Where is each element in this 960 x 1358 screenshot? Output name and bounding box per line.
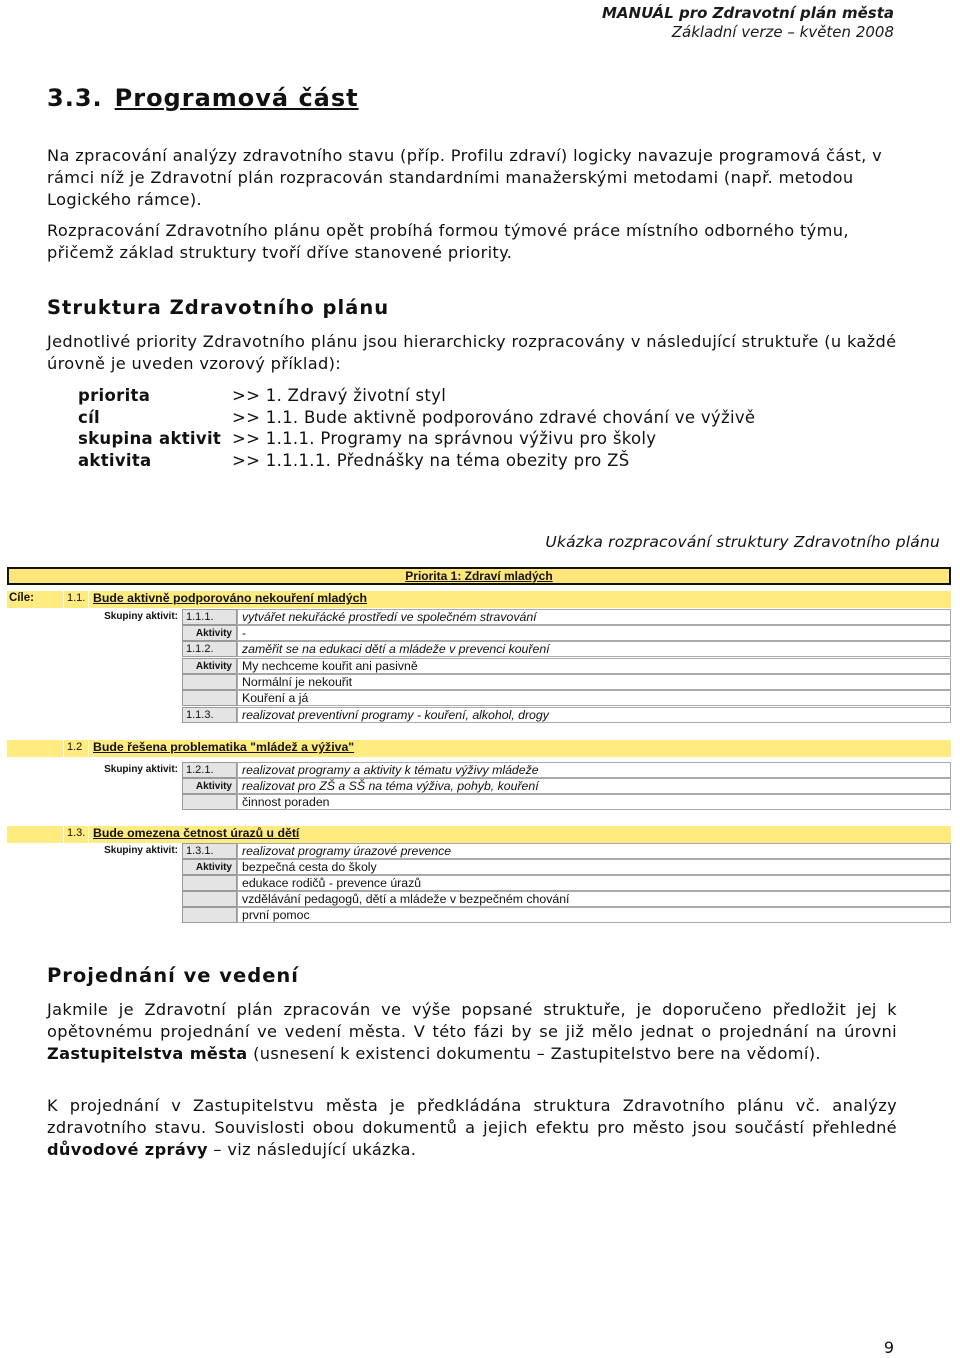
table-caption: Ukázka rozpracování struktury Zdravotního plánu <box>545 533 940 551</box>
level-example: >> 1.1. Bude aktivně podporováno zdravé chování ve výživě <box>232 407 756 427</box>
activity-text: Normální je nekouřit <box>237 674 951 690</box>
review-heading: Projednání ve vedení <box>47 964 299 987</box>
activity-text: edukace rodičů - prevence úrazů <box>237 875 951 891</box>
empty-cell <box>182 674 237 690</box>
intro-paragraph-1: Na zpracování analýzy zdravotního stavu (příp. Profilu zdraví) logicky navazuje programová část, v rámci níž je Zdravotní plán rozpracován standardními manažerskými metodami (např. metodou Logického rámce). <box>47 146 883 209</box>
review-p2-bold: důvodové zprávy <box>47 1140 208 1159</box>
empty-cell <box>182 875 237 891</box>
level-name: cíl <box>78 407 100 427</box>
review-paragraph-1 <box>47 999 897 1065</box>
group-text: realizovat pro ZŠ a SŠ na téma výživa, pohyb, kouření <box>237 778 951 794</box>
activities-label: Aktivity <box>182 658 237 674</box>
section-title <box>47 84 359 112</box>
level-example: >> 1.1.1.1. Přednášky na téma obezity pro ZŠ <box>232 450 630 470</box>
review-p1-text-end: (usnesení k existenci dokumentu – Zastupitelstvo bere na vědomí). <box>247 1044 821 1063</box>
priority-header: Priorita 1: Zdraví mladých <box>7 567 951 585</box>
goal-number: 1.3. <box>64 826 88 843</box>
group-text: zaměřit se na edukaci dětí a mládeže v prevenci kouření <box>237 641 951 657</box>
activity-text: činnost poraden <box>237 794 951 810</box>
intro-paragraph-2: Rozpracování Zdravotního plánu opět probíhá formou týmové práce místního odborného týmu, přičemž základ struktury tvoří dříve stanovené priority. <box>47 221 849 262</box>
groups-label: Skupiny aktivit: <box>104 764 178 775</box>
empty-cell <box>7 740 63 757</box>
group-number: 1.2.1. <box>182 762 237 778</box>
structure-paragraph: Jednotlivé priority Zdravotního plánu jsou hierarchicky rozpracovány v následující struktuře (u každé úrovně je uveden vzorový příklad): <box>47 332 897 373</box>
group-text: realizovat programy úrazové prevence <box>237 843 951 859</box>
level-row <box>78 451 755 473</box>
empty-cell <box>182 690 237 706</box>
empty-cell <box>182 891 237 907</box>
empty-cell <box>7 826 63 843</box>
review-p2-text-end: – viz následující ukázka. <box>207 1140 417 1159</box>
group-number: 1.1.3. <box>182 707 237 723</box>
group-number: 1.1.1. <box>182 609 237 625</box>
review-p1-bold: Zastupitelstva města <box>47 1044 248 1063</box>
activity-text: Kouření a já <box>237 690 951 706</box>
empty-cell <box>182 794 237 810</box>
page-number: 9 <box>883 1338 894 1357</box>
group-number: 1.3.1. <box>182 843 237 859</box>
activity-text: první pomoc <box>237 907 951 923</box>
group-text: vytvářet nekuřácké prostředí ve společném stravování <box>237 609 951 625</box>
header-version: Základní verze – květen 2008 <box>671 23 894 41</box>
section-title-text: Programová část <box>114 84 359 112</box>
goal-text: Bude omezena četnost úrazů u dětí <box>89 826 951 843</box>
activity-text: bezpečná cesta do školy <box>237 859 951 875</box>
groups-label: Skupiny aktivit: <box>104 845 178 856</box>
level-example: >> 1. Zdravý životní styl <box>232 386 447 405</box>
goal-number: 1.2 <box>64 740 88 757</box>
review-paragraph-2 <box>47 1095 897 1161</box>
group-text: realizovat programy a aktivity k tématu výživy mládeže <box>237 762 951 778</box>
level-example: >> 1.1.1. Programy na správnou výživu pro školy <box>232 429 657 448</box>
activity-text: My nechceme kouřit ani pasivně <box>237 658 951 674</box>
header-manual-title: MANUÁL pro Zdravotní plán města <box>601 4 894 22</box>
goal-number: 1.1. <box>64 591 88 608</box>
activities-label: Aktivity <box>182 625 237 641</box>
section-number: 3.3. <box>47 84 103 112</box>
level-row <box>78 408 755 430</box>
level-row <box>78 386 755 408</box>
activities-label: Aktivity <box>182 778 237 794</box>
level-name: skupina aktivit <box>78 429 222 448</box>
goal-text: Bude aktivně podporováno nekouření mladých <box>89 591 951 608</box>
structure-heading: Struktura Zdravotního plánu <box>47 296 390 319</box>
activity-text: vzdělávání pedagogů, dětí a mládeže v bezpečném chování <box>237 891 951 907</box>
review-p2-text: K projednání v Zastupitelstvu města je předkládána struktura Zdravotního plánu vč. analýzy zdravotního stavu. Souvislosti obou dokumentů a jejich efektu pro město jsou součástí přehledné <box>47 1096 897 1137</box>
empty-cell <box>182 907 237 923</box>
goals-label: Cíle: <box>7 591 63 608</box>
level-name: aktivita <box>78 450 152 470</box>
activities-label: Aktivity <box>182 859 237 875</box>
groups-label: Skupiny aktivit: <box>104 611 178 622</box>
group-number: 1.1.2. <box>182 641 237 657</box>
goal-text: Bude řešena problematika "mládež a výživa" <box>89 740 951 757</box>
example-structure-table <box>7 567 952 927</box>
activity-text: - <box>237 625 951 641</box>
group-text: realizovat preventivní programy - kouření, alkohol, drogy <box>237 707 951 723</box>
level-row <box>78 429 755 451</box>
review-p1-text: Jakmile je Zdravotní plán zpracován ve výše popsané struktuře, je doporučeno předložit jej k opětovnému projednání ve vedení města. V této fázi by se již mělo jednat o projednání na úrovni <box>47 1000 897 1041</box>
level-name: priorita <box>78 386 151 405</box>
structure-levels <box>78 386 755 472</box>
